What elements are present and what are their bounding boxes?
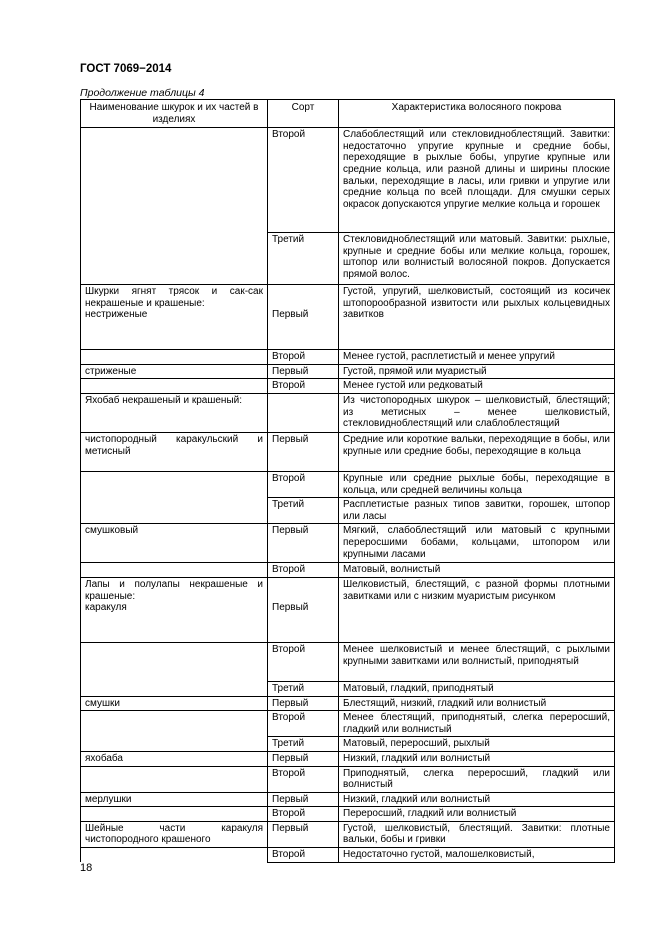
- cell-characteristic: Густой, прямой или муаристый: [339, 364, 615, 379]
- cell-characteristic: Блестящий, низкий, гладкий или волнистый: [339, 696, 615, 711]
- cell-product-name: [81, 766, 268, 792]
- cell-product-name: чистопородный каракульский и метисный: [81, 432, 268, 471]
- cell-characteristic: Крупные или средние рыхлые бобы, переходящие в кольца, или средней величины кольца: [339, 471, 615, 497]
- cell-product-name: [81, 128, 268, 233]
- cell-grade: Первый: [268, 364, 339, 379]
- cell-characteristic: Шелковистый, блестящий, с разной формы плотными завитками или с низким муаристым рисунком: [339, 577, 615, 642]
- cell-product-name: мерлушки: [81, 792, 268, 807]
- document-header: ГОСТ 7069−2014: [80, 63, 172, 75]
- cell-characteristic: Менее блестящий, приподнятый, слегка переросший, гладкий или волнистый: [339, 711, 615, 737]
- cell-product-name: [81, 737, 268, 752]
- table-row: [81, 766, 615, 792]
- cell-grade: Первый: [268, 577, 339, 642]
- cell-characteristic: Мягкий, слабоблестящий или матовый с крупными переросшими бобами, кольцами, штопором или крупными ласами: [339, 524, 615, 563]
- table-row: [81, 696, 615, 711]
- table-header-row: [81, 100, 615, 128]
- cell-grade: Первый: [268, 821, 339, 847]
- table-row: [81, 751, 615, 766]
- cell-grade: Первый: [268, 792, 339, 807]
- cell-characteristic: Матовый, волнистый: [339, 563, 615, 578]
- cell-product-name: Шейные части каракуля чистопородного крашеного: [81, 821, 268, 847]
- column-header-grade: Сорт: [268, 100, 339, 128]
- table-row: [81, 848, 615, 863]
- cell-characteristic: Низкий, гладкий или волнистый: [339, 792, 615, 807]
- cell-characteristic: Менее шелковистый и менее блестящий, с рыхлыми крупными завитками или волнистый, приподнятый: [339, 642, 615, 681]
- table-row: [81, 711, 615, 737]
- cell-product-name: [81, 471, 268, 497]
- cell-grade: Первый: [268, 696, 339, 711]
- column-header-characteristic: Характеристика волосяного покрова: [339, 100, 615, 128]
- cell-characteristic: Матовый, гладкий, приподнятый: [339, 681, 615, 696]
- characteristics-table: [80, 99, 615, 863]
- table-row: [81, 233, 615, 285]
- cell-characteristic: Приподнятый, слегка переросший, гладкий или волнистый: [339, 766, 615, 792]
- table-row: [81, 498, 615, 524]
- cell-product-name: [81, 350, 268, 365]
- table-row: [81, 393, 615, 432]
- cell-grade: Второй: [268, 848, 339, 863]
- table-row: [81, 577, 615, 642]
- cell-product-name: [81, 498, 268, 524]
- page-number: 18: [80, 862, 93, 874]
- cell-characteristic: Средние или короткие вальки, переходящие в бобы, или крупные или средние бобы, переходящие в кольца: [339, 432, 615, 471]
- cell-characteristic: Менее густой или редковатый: [339, 379, 615, 394]
- cell-characteristic: Низкий, гладкий или волнистый: [339, 751, 615, 766]
- cell-grade: Первый: [268, 432, 339, 471]
- column-header-name: Наименование шкурок и их частей в изделиях: [81, 100, 268, 128]
- table-row: [81, 642, 615, 681]
- cell-characteristic: Переросший, гладкий или волнистый: [339, 807, 615, 822]
- table-row: [81, 471, 615, 497]
- cell-grade: Первый: [268, 524, 339, 563]
- cell-product-name: [81, 379, 268, 394]
- table-row: [81, 128, 615, 233]
- cell-grade: Третий: [268, 681, 339, 696]
- cell-grade: Второй: [268, 642, 339, 681]
- cell-product-name: [81, 563, 268, 578]
- cell-characteristic: Расплетистые разных типов завитки, горошек, штопор или ласы: [339, 498, 615, 524]
- table-caption: Продолжение таблицы 4: [80, 87, 205, 99]
- table-row: [81, 432, 615, 471]
- cell-product-name: смушки: [81, 696, 268, 711]
- table-row: [81, 821, 615, 847]
- cell-product-name: стриженые: [81, 364, 268, 379]
- cell-grade: Второй: [268, 766, 339, 792]
- cell-characteristic: Густой, шелковистый, блестящий. Завитки: плотные вальки, бобы и гривки: [339, 821, 615, 847]
- cell-product-name: Шкурки ягнят трясок и сак-сак некрашеные и крашеные: нестриженые: [81, 285, 268, 350]
- cell-characteristic: Менее густой, расплетистый и менее упругий: [339, 350, 615, 365]
- table-row: [81, 807, 615, 822]
- cell-product-name: яхобаба: [81, 751, 268, 766]
- cell-characteristic: Стекловиднoблестящий или матовый. Завитки: рыхлые, крупные и средние бобы или мелкие кольца, горошек, штопор или волнистый волосяной покров. Допускается прямой волос.: [339, 233, 615, 285]
- table-row: [81, 563, 615, 578]
- table-row: [81, 379, 615, 394]
- cell-product-name: Лапы и полулапы некрашеные и крашеные: каракуля: [81, 577, 268, 642]
- table-row: [81, 350, 615, 365]
- cell-product-name: [81, 807, 268, 822]
- cell-characteristic: Матовый, переросший, рыхлый: [339, 737, 615, 752]
- cell-grade: Первый: [268, 285, 339, 350]
- cell-grade: Второй: [268, 711, 339, 737]
- cell-grade: Третий: [268, 498, 339, 524]
- cell-characteristic: Недостаточно густой, малошелковистый,: [339, 848, 615, 863]
- cell-grade: Второй: [268, 471, 339, 497]
- cell-grade: Третий: [268, 233, 339, 285]
- cell-grade: Второй: [268, 807, 339, 822]
- cell-characteristic: Из чистопородных шкурок – шелковистый, блестящий; из метисных – менее шелковистый, стекловиднoблестящий или слаблоблестящий: [339, 393, 615, 432]
- table-row: [81, 285, 615, 350]
- table-row: [81, 524, 615, 563]
- cell-product-name: [81, 233, 268, 285]
- cell-grade: Второй: [268, 350, 339, 365]
- cell-grade: Второй: [268, 128, 339, 233]
- cell-product-name: [81, 711, 268, 737]
- cell-grade: Второй: [268, 563, 339, 578]
- cell-grade: Второй: [268, 379, 339, 394]
- cell-characteristic: Слабоблестящий или стекловиднoблестящий. Завитки: недостаточно упругие крупные и средние бобы, переходящие в рыхлые бобы, упругие крупные или средние кольца, или разной длины и ширины плоские вальки, переходящие в ласы, или гривки и упругие или средние кольца по всей площади. Для смушки серых окрасок допускаются упругие мелкие кольца и горошек: [339, 128, 615, 233]
- cell-product-name: [81, 681, 268, 696]
- table-body: [81, 128, 615, 862]
- cell-grade: [268, 393, 339, 432]
- cell-product-name: [81, 642, 268, 681]
- cell-product-name: [81, 848, 268, 863]
- cell-product-name: Яхобаб некрашеный и крашеный:: [81, 393, 268, 432]
- cell-grade: Третий: [268, 737, 339, 752]
- table-row: [81, 737, 615, 752]
- table-row: [81, 364, 615, 379]
- cell-characteristic: Густой, упругий, шелковистый, состоящий из косичек штопорообразной извитости или рыхлых кольцевидных завитков: [339, 285, 615, 350]
- cell-grade: Первый: [268, 751, 339, 766]
- table-row: [81, 792, 615, 807]
- table-row: [81, 681, 615, 696]
- cell-product-name: смушковый: [81, 524, 268, 563]
